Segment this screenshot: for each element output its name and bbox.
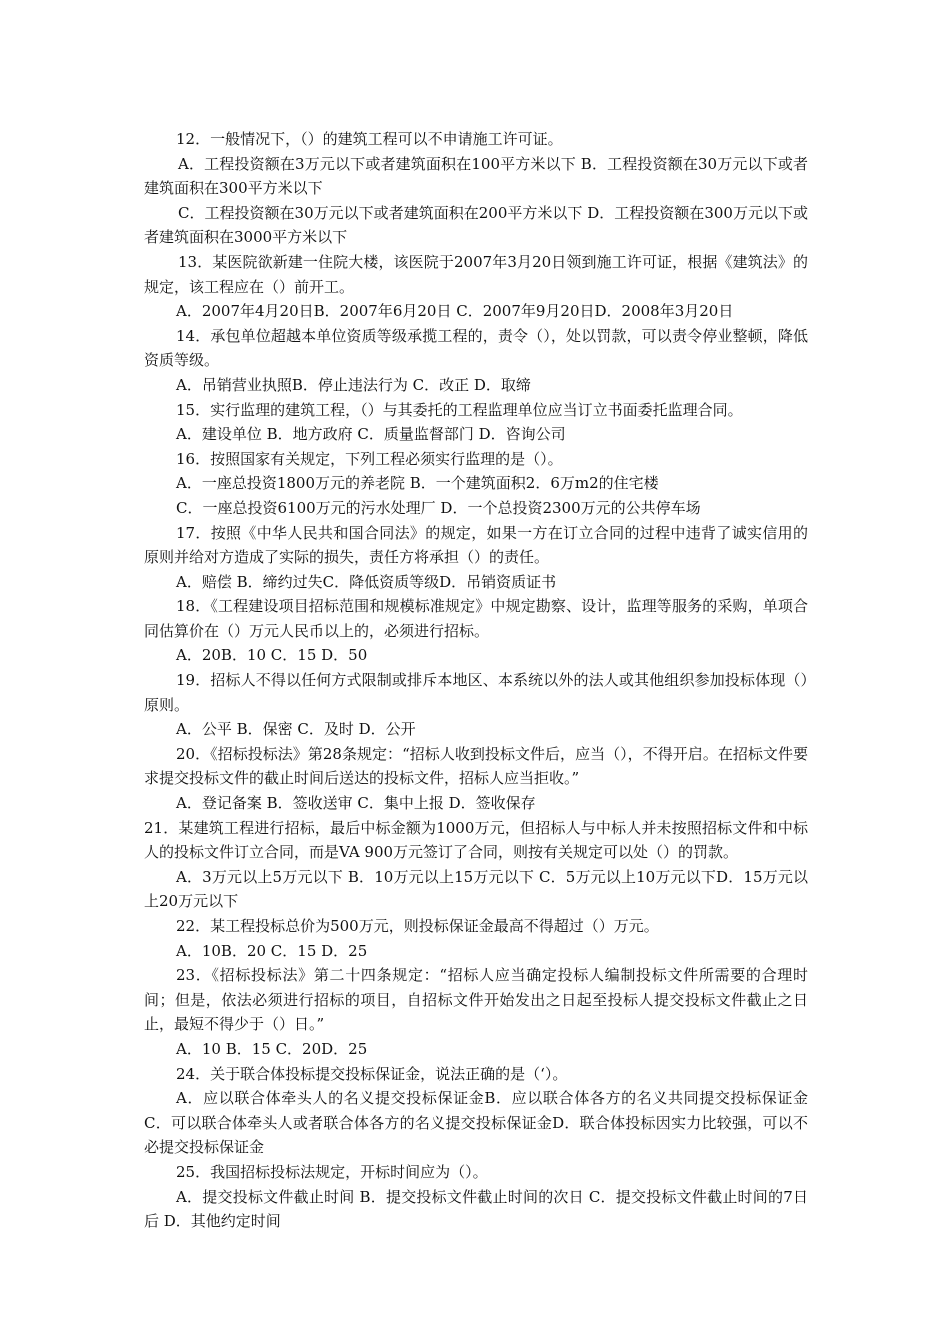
question-23-options: A．10 B．15 C．20D．25	[176, 1039, 368, 1058]
question-15: 15．实行监理的建筑工程，（）与其委托的工程监理单位应当订立书面委托监理合同。	[176, 400, 743, 419]
question-15-options: A．建设单位 B．地方政府 C．质量监督部门 D．咨询公司	[176, 425, 566, 444]
question-25-options: A．提交投标文件截止时间 B．提交投标文件截止时间的次日 C．提交投标文件截止时间的7日后 D．其他约定时间	[144, 1187, 808, 1231]
question-21-options: A．3万元以上5万元以下 B．10万元以上15万元以下 C．5万元以上10万元以下D．15万元以上20万元以下	[144, 867, 808, 911]
question-19-options: A．公平 B．保密 C．及时 D．公开	[176, 720, 416, 739]
question-16: 16．按照国家有关规定，下列工程必须实行监理的是（）。	[176, 449, 563, 468]
question-18-options: A．20B．10 C．15 D．50	[176, 646, 368, 665]
question-16-options-cd: C．一座总投资6100万元的污水处理厂 D．一个总投资2300万元的公共停车场	[176, 498, 701, 517]
question-20-options: A．登记备案 B．签收送审 C．集中上报 D．签收保存	[176, 794, 536, 813]
question-17: 17．按照《中华人民共和国合同法》的规定，如果一方在订立合同的过程中违背了诚实信用的原则并给对方造成了实际的损失，责任方将承担（）的责任。	[144, 523, 808, 567]
question-21: 21．某建筑工程进行招标，最后中标金额为1000万元，但招标人与中标人并未按照招标文件和中标人的投标文件订立合同，而是VA 900万元签订了合同，则按有关规定可以处（）的罚款。	[144, 818, 808, 862]
question-17-options: A．赔偿 B．缔约过失C．降低资质等级D．吊销资质证书	[176, 572, 557, 591]
question-23: 23．《招标投标法》第二十四条规定：“招标人应当确定投标人编制投标文件所需要的合理时间；但是，依法必须进行招标的项目，自招标文件开始发出之日起至投标人提交投标文件截止之日止，最短不得少于（）日。”	[144, 966, 808, 1034]
question-14-options: A．吊销营业执照B．停止违法行为 C．改正 D．取缔	[176, 375, 531, 394]
question-18: 18．《工程建设项目招标范围和规模标准规定》中规定勘察、设计，监理等服务的采购，单项合同估算价在（）万元人民币以上的，必须进行招标。	[144, 597, 808, 640]
question-12-options-cd: C．工程投资额在30万元以下或者建筑面积在200平方米以下 D．工程投资额在300万元以下或者建筑面积在3000平方米以下	[144, 203, 808, 247]
question-12: 12．一般情况下，（）的建筑工程可以不申请施工许可证。	[176, 130, 563, 148]
question-22-options: A．10B．20 C．15 D．25	[176, 941, 368, 960]
question-16-options-ab: A．一座总投资1800万元的养老院 B．一个建筑面积2．6万m2的住宅楼	[176, 474, 659, 493]
question-13-options: A．2007年4月20日B．2007年6月20日 C．2007年9月20日D．2008年3月20日	[176, 302, 734, 321]
question-25: 25．我国招标投标法规定，开标时间应为（）。	[176, 1162, 488, 1181]
question-24-options: A．应以联合体牵头人的名义提交投标保证金B．应以联合体各方的名义共同提交投标保证金 C．可以联合体牵头人或者联合体各方的名义提交投标保证金D．联合体投标因实力比较强，可以不必提交投标保证金	[144, 1089, 808, 1157]
question-13: 13．某医院欲新建一住院大楼，该医院于2007年3月20日领到施工许可证，根据《建筑法》的规定，该工程应在（）前开工。	[144, 252, 808, 296]
document-page	[144, 127, 808, 1234]
question-20: 20．《招标投标法》第28条规定：“招标人收到投标文件后，应当（），不得开启。在招标文件要求提交投标文件的截止时间后送达的投标文件，招标人应当拒收。”	[144, 744, 808, 788]
question-12-options-ab: A．工程投资额在3万元以下或者建筑面积在100平方米以下 B．工程投资额在30万元以下或者建筑面积在300平方米以下	[144, 154, 808, 198]
question-19: 19．招标人不得以任何方式限制或排斥本地区、本系统以外的法人或其他组织参加投标体现（）原则。	[144, 671, 808, 714]
question-24: 24．关于联合体投标提交投标保证金，说法正确的是（‘）。	[176, 1064, 568, 1083]
question-14: 14．承包单位超越本单位资质等级承揽工程的，责令（），处以罚款，可以责令停业整顿，降低资质等级。	[144, 326, 808, 370]
question-22: 22．某工程投标总价为500万元，则投标保证金最高不得超过（）万元。	[176, 917, 659, 935]
